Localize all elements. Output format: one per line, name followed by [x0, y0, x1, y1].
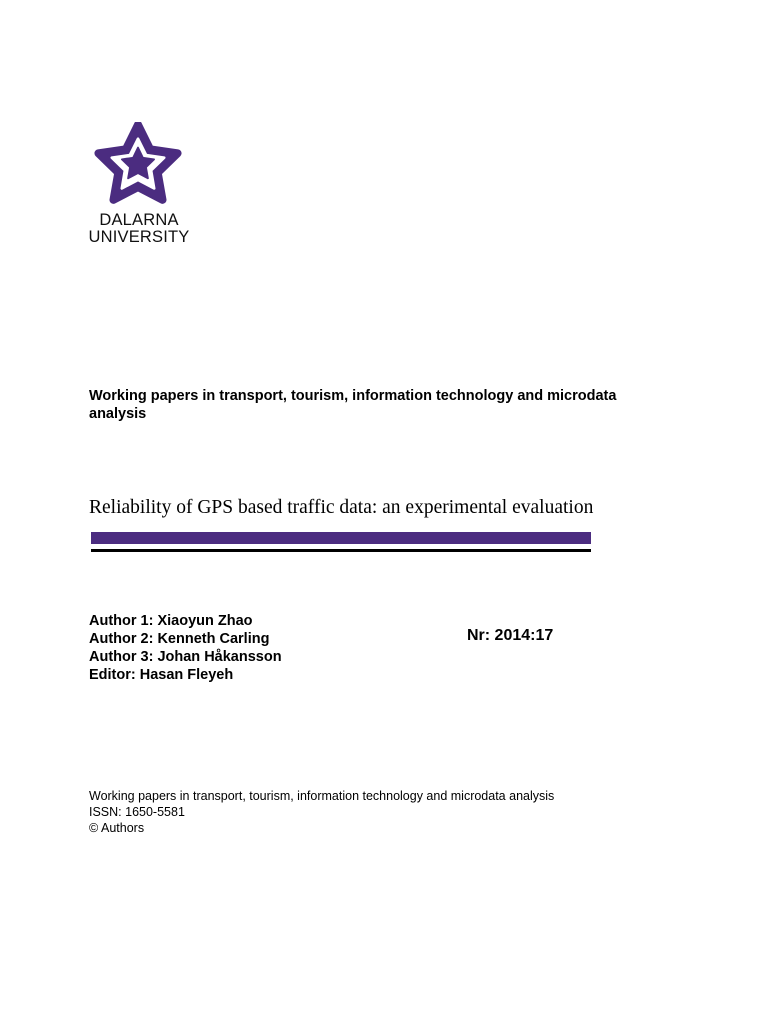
- black-divider: [91, 549, 591, 552]
- report-number: Nr: 2014:17: [467, 627, 554, 644]
- author-1: Author 1: Xiaoyun Zhao: [89, 613, 253, 629]
- footer-copyright: © Authors: [89, 821, 145, 835]
- author-2: Author 2: Kenneth Carling: [89, 631, 270, 647]
- paper-title: Reliability of GPS based traffic data: an experimental evaluation: [89, 497, 594, 518]
- credits-block: [89, 612, 419, 684]
- university-name-line1: DALARNA: [99, 211, 179, 229]
- editor: Editor: Hasan Fleyeh: [89, 667, 234, 683]
- purple-divider: [91, 532, 591, 544]
- university-name: [87, 212, 191, 246]
- series-heading: Working papers in transport, tourism, information technology and microdata analysis: [89, 388, 617, 422]
- star-emblem-icon: [93, 122, 183, 210]
- university-name-line2: UNIVERSITY: [88, 228, 190, 246]
- footer-block: [89, 788, 689, 836]
- footer-issn: ISSN: 1650-5581: [89, 805, 185, 819]
- footer-series: Working papers in transport, tourism, information technology and microdata analysis: [89, 789, 555, 803]
- author-3: Author 3: Johan Håkansson: [89, 649, 282, 665]
